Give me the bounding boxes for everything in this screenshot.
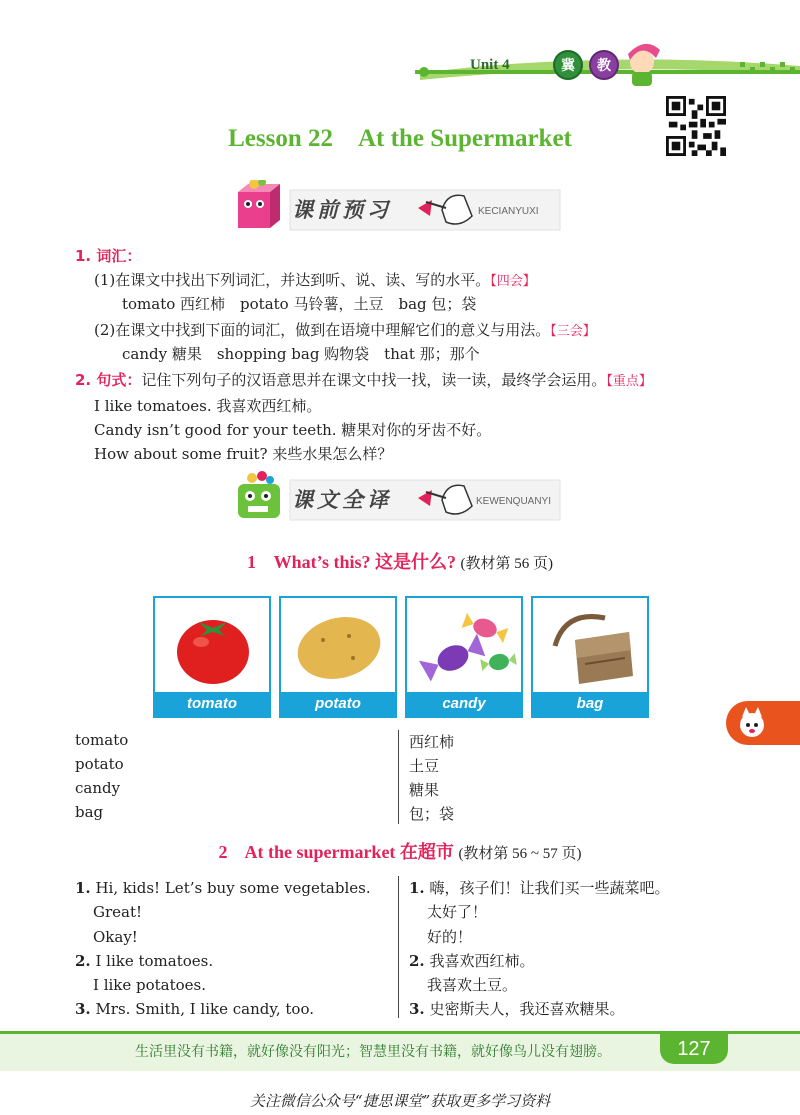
bag-icon bbox=[545, 606, 637, 688]
cube-mascot-icon bbox=[238, 180, 280, 228]
page-number: 127 bbox=[660, 1034, 728, 1064]
section-1-title: 1 What’s this? 这是什么? (教材第 56 页) bbox=[246, 552, 554, 572]
tag-three-skills: 【三会】 bbox=[550, 324, 596, 339]
dialogue-en-line: 3. Mrs. Smith, I like candy, too. bbox=[75, 1000, 314, 1018]
lesson-title: Lesson 22 At the Supermarket bbox=[228, 125, 572, 152]
dialogue-zh-line: 好的！ bbox=[427, 928, 473, 946]
section-2-title: 2 At the supermarket 在超市 (教材第 56 ~ 57 页) bbox=[218, 842, 582, 862]
preview-banner-title: 课前预习 bbox=[292, 198, 392, 222]
side-tab bbox=[726, 701, 800, 745]
tomato-icon bbox=[173, 604, 253, 688]
vocab-words-1: tomato 西红柿 potato 马铃薯，土豆 bag 包；袋 bbox=[122, 295, 477, 313]
unit-label: Unit 4 bbox=[470, 57, 510, 73]
picture-card-bag bbox=[531, 596, 649, 718]
region-badge: 冀 bbox=[553, 50, 583, 80]
vocab-en: potato bbox=[75, 755, 124, 773]
dialogue-zh-line: 2. 我喜欢西红柿。 bbox=[409, 952, 535, 970]
dialogue-zh-line: 我喜欢土豆。 bbox=[427, 976, 518, 994]
vocab-zh: 西红柿 bbox=[409, 733, 455, 751]
vocab-en: candy bbox=[75, 779, 121, 797]
card-label: candy bbox=[407, 692, 521, 716]
wechat-note: 关注微信公众号“捷思课堂”获取更多学习资料 bbox=[249, 1092, 551, 1110]
picture-card-candy bbox=[405, 596, 523, 718]
vocab-divider bbox=[398, 730, 399, 824]
sentence-1: I like tomatoes. 我喜欢西红柿。 bbox=[94, 397, 322, 415]
translation-banner-title: 课文全译 bbox=[292, 488, 392, 512]
translation-banner-pinyin: KEWENQUANYI bbox=[476, 496, 552, 507]
vocab-heading: 1. 词汇： bbox=[75, 247, 142, 265]
vocab-instruction-1: (1)在课文中找出下列词汇，并达到听、说、读、写的水平。【四会】 bbox=[94, 271, 536, 289]
green-monster-mascot-icon bbox=[238, 471, 280, 518]
footer-motto: 生活里没有书籍，就好像没有阳光；智慧里没有书籍，就好像鸟儿没有翅膀。 bbox=[135, 1044, 611, 1060]
dialogue-zh-line: 3. 史密斯夫人，我还喜欢糖果。 bbox=[409, 1000, 625, 1018]
preview-banner bbox=[232, 180, 568, 236]
dialogue-en-line: Great! bbox=[93, 903, 143, 921]
dialogue-divider bbox=[398, 876, 399, 1018]
picture-card-tomato bbox=[153, 596, 271, 718]
preview-banner-pinyin: KECIANYUXI bbox=[478, 206, 539, 217]
vocab-words-2: candy 糖果 shopping bag 购物袋 that 那；那个 bbox=[122, 345, 480, 363]
tag-four-skills: 【四会】 bbox=[490, 274, 536, 289]
potato-icon bbox=[293, 610, 385, 686]
sentence-2: Candy isn’t good for your teeth. 糖果对你的牙齿不好。 bbox=[94, 421, 492, 439]
dialogue-en-line: 2. I like tomatoes. bbox=[75, 952, 214, 970]
card-label: potato bbox=[281, 692, 395, 716]
sentence-heading: 2. 句式：记住下列句子的汉语意思并在课文中找一找，读一读，最终学会运用。【重点】 bbox=[75, 371, 652, 389]
dialogue-zh-line: 太好了！ bbox=[427, 903, 488, 921]
picture-card-potato bbox=[279, 596, 397, 718]
vocab-en: bag bbox=[75, 803, 104, 821]
header-decoration bbox=[0, 40, 800, 90]
edition-badge: 教 bbox=[589, 50, 619, 80]
card-label: bag bbox=[533, 692, 647, 716]
candy-icon bbox=[413, 602, 517, 690]
dialogue-en-line: Okay! bbox=[93, 928, 138, 946]
tag-key-point: 【重点】 bbox=[606, 374, 652, 389]
dialogue-en-line: 1. Hi, kids! Let’s buy some vegetables. bbox=[75, 879, 371, 897]
vocab-en: tomato bbox=[75, 731, 129, 749]
translation-banner bbox=[232, 470, 568, 526]
vocab-instruction-2: (2)在课文中找到下面的词汇，做到在语境中理解它们的意义与用法。【三会】 bbox=[94, 321, 596, 339]
dialogue-en-line: I like potatoes. bbox=[93, 976, 207, 994]
vocab-zh: 糖果 bbox=[409, 781, 440, 799]
sentence-3: How about some fruit? 来些水果怎么样？ bbox=[94, 445, 393, 463]
vocab-zh: 包；袋 bbox=[409, 805, 455, 823]
fox-mascot-icon bbox=[736, 707, 768, 739]
dialogue-zh-line: 1. 嗨，孩子们！让我们买一些蔬菜吧。 bbox=[409, 879, 670, 897]
card-label: tomato bbox=[155, 692, 269, 716]
vocab-zh: 土豆 bbox=[409, 757, 440, 775]
